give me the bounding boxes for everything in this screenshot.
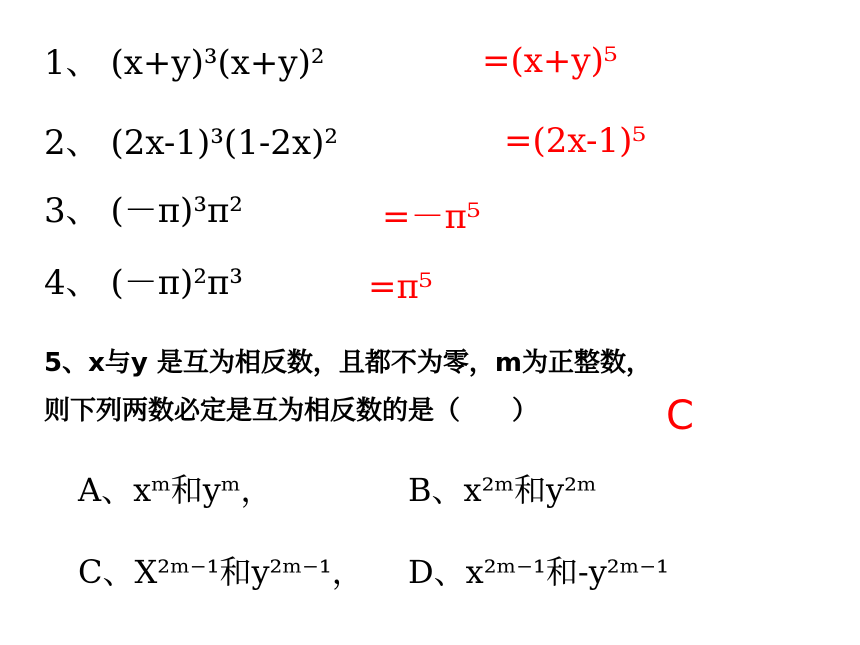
problem-3-text: 3、 (－π)³π² xyxy=(44,191,243,231)
option-a: A、xᵐ和yᵐ， xyxy=(78,471,273,509)
problem-1-text: 1、 (x+y)³(x+y)² xyxy=(44,43,325,83)
problem-4 xyxy=(44,263,243,303)
option-d: D、x²ᵐ⁻¹和-y²ᵐ⁻¹ xyxy=(408,553,669,591)
question-5-line-2: 则下列两数必定是互为相反数的是（ ） xyxy=(44,396,539,426)
problem-3 xyxy=(44,191,243,231)
problem-2-text: 2、 (2x-1)³(1-2x)² xyxy=(44,123,339,163)
problem-4-answer: =π⁵ xyxy=(368,267,433,307)
problem-2-answer: =(2x-1)⁵ xyxy=(504,121,646,161)
problem-1 xyxy=(44,43,325,83)
problem-3-answer: =－π⁵ xyxy=(382,197,481,237)
problem-2 xyxy=(44,123,339,163)
option-c: C、X²ᵐ⁻¹和y²ᵐ⁻¹， xyxy=(78,553,364,591)
question-5-answer: C xyxy=(666,393,694,439)
problem-1-answer: =(x+y)⁵ xyxy=(482,41,618,81)
question-5-line-1: 5、x与y 是互为相反数，且都不为零，m为正整数， xyxy=(44,348,652,378)
option-b: B、x²ᵐ和y²ᵐ xyxy=(408,471,597,509)
problem-4-text: 4、 (－π)²π³ xyxy=(44,263,243,303)
